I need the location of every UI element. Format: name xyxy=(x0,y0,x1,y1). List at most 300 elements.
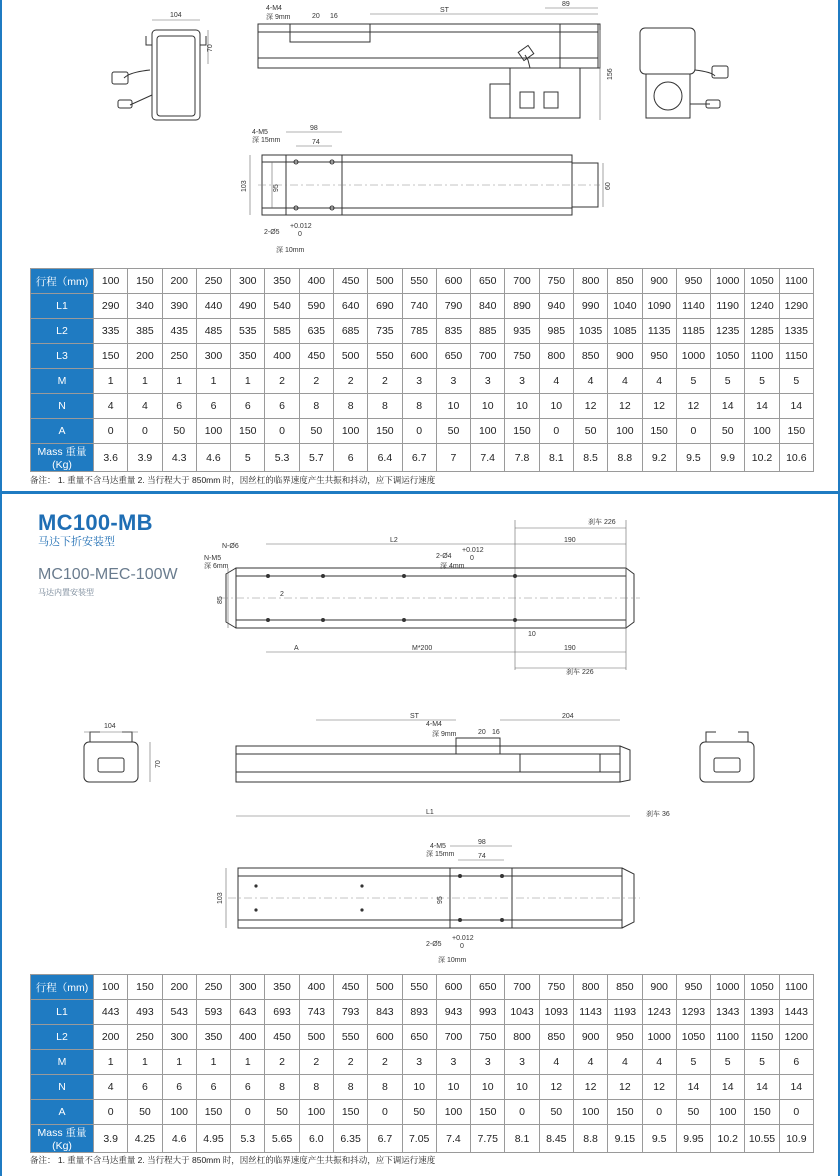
table-cell: 6 xyxy=(162,394,196,419)
table-cell: 1140 xyxy=(676,294,710,319)
table-cell: 150 xyxy=(368,419,402,444)
table-cell: 14 xyxy=(745,1075,779,1100)
table-cell: 10.9 xyxy=(779,1125,813,1153)
dim-top2-tol-zero: 0 xyxy=(460,943,464,950)
table-cell: 1 xyxy=(94,369,128,394)
table-cell: 735 xyxy=(368,319,402,344)
table-cell: 1 xyxy=(94,1050,128,1075)
table-cell: 950 xyxy=(676,975,710,1000)
table-cell: 3.6 xyxy=(94,444,128,472)
table-cell: 790 xyxy=(436,294,470,319)
table-cell: 1 xyxy=(196,369,230,394)
table-cell: 1135 xyxy=(642,319,676,344)
table-cell: 6 xyxy=(196,394,230,419)
table-cell: 4 xyxy=(642,1050,676,1075)
spec-table-1 xyxy=(30,268,814,472)
table-cell: 10 xyxy=(471,1075,505,1100)
spec-table-2 xyxy=(30,974,814,1153)
table-cell: 700 xyxy=(505,269,539,294)
table-cell: 10 xyxy=(505,1075,539,1100)
table-cell: 340 xyxy=(128,294,162,319)
table-cell: 5 xyxy=(711,1050,745,1075)
table-cell: 785 xyxy=(402,319,436,344)
table-cell: 10 xyxy=(539,394,573,419)
row-header: L2 xyxy=(31,1025,94,1050)
dim-top2-depth10: 深 10mm xyxy=(438,957,467,964)
table-cell: 450 xyxy=(265,1025,299,1050)
table-cell: 350 xyxy=(231,344,265,369)
dim-side-20: 20 xyxy=(478,729,486,736)
dim-plan-tol-zero: 0 xyxy=(470,555,474,562)
table-cell: 3 xyxy=(505,369,539,394)
table-cell: 10.55 xyxy=(745,1125,779,1153)
table-cell: 750 xyxy=(539,269,573,294)
table-cell: 450 xyxy=(333,269,367,294)
table-cell: 550 xyxy=(368,344,402,369)
table-cell: 9.9 xyxy=(711,444,745,472)
dim-side-16: 16 xyxy=(492,729,500,736)
dim-top-tol-zero: 0 xyxy=(298,231,302,238)
table-cell: 5 xyxy=(779,369,813,394)
table-cell: 850 xyxy=(608,975,642,1000)
table-cell: 885 xyxy=(471,319,505,344)
table-cell: 9.2 xyxy=(642,444,676,472)
table-cell: 935 xyxy=(505,319,539,344)
table-cell: 6 xyxy=(128,1075,162,1100)
table-cell: 950 xyxy=(608,1025,642,1050)
table-cell: 750 xyxy=(471,1025,505,1050)
dim-plan-190-top: 190 xyxy=(564,537,576,544)
table-cell: 7.4 xyxy=(436,1125,470,1153)
table-cell: 300 xyxy=(231,269,265,294)
table-cell: 50 xyxy=(162,419,196,444)
table-cell: 535 xyxy=(231,319,265,344)
table-cell: 5 xyxy=(745,1050,779,1075)
table-cell: 643 xyxy=(231,1000,265,1025)
dim-top-st: ST xyxy=(440,7,449,14)
table-cell: 1 xyxy=(231,369,265,394)
table-cell: 1185 xyxy=(676,319,710,344)
table-cell: 10.2 xyxy=(711,1125,745,1153)
table-cell: 50 xyxy=(299,419,333,444)
dim-plan-n6: N-Ø6 xyxy=(222,543,239,550)
table-cell: 150 xyxy=(608,1100,642,1125)
row-header: A xyxy=(31,1100,94,1125)
table-cell: 690 xyxy=(368,294,402,319)
table-cell: 1240 xyxy=(745,294,779,319)
table-cell: 600 xyxy=(436,975,470,1000)
table-cell: 900 xyxy=(608,344,642,369)
dim-plan-pin4: 2-Ø4 xyxy=(436,553,452,560)
dim-plan-l2: L2 xyxy=(390,537,398,544)
dim-top-70: 70 xyxy=(207,44,214,52)
dim-plan-10: 10 xyxy=(528,631,536,638)
table-cell: 1000 xyxy=(711,975,745,1000)
table-cell: 1050 xyxy=(711,344,745,369)
table-cell: 335 xyxy=(94,319,128,344)
dim-plan-brake-top: 刹车 226 xyxy=(588,519,616,526)
dim-top2-pin: 2-Ø5 xyxy=(426,941,442,948)
row-header: L1 xyxy=(31,1000,94,1025)
table-cell: 443 xyxy=(94,1000,128,1025)
dim-top-89: 89 xyxy=(562,1,570,8)
dim-top-60: 60 xyxy=(605,182,612,190)
table-cell: 1 xyxy=(196,1050,230,1075)
alt-model-title: MC100-MEC-100W xyxy=(38,566,178,583)
table-cell: 400 xyxy=(265,344,299,369)
table-cell: 250 xyxy=(196,269,230,294)
table-cell: 5.3 xyxy=(231,1125,265,1153)
dim-top2-98: 98 xyxy=(478,839,486,846)
table-row xyxy=(31,1075,814,1100)
table-cell: 300 xyxy=(162,1025,196,1050)
table-cell: 150 xyxy=(333,1100,367,1125)
table-cell: 0 xyxy=(505,1100,539,1125)
table-cell: 840 xyxy=(471,294,505,319)
table-cell: 4 xyxy=(573,1050,607,1075)
table-cell: 1000 xyxy=(676,344,710,369)
table-cell: 990 xyxy=(573,294,607,319)
table-cell: 1 xyxy=(128,1050,162,1075)
table-cell: 4.3 xyxy=(162,444,196,472)
table-cell: 1290 xyxy=(779,294,813,319)
table-cell: 6.4 xyxy=(368,444,402,472)
table-cell: 50 xyxy=(573,419,607,444)
table-cell: 4.6 xyxy=(196,444,230,472)
table-cell: 10 xyxy=(402,1075,436,1100)
table-cell: 943 xyxy=(436,1000,470,1025)
table-cell: 3 xyxy=(471,1050,505,1075)
table-cell: 7.05 xyxy=(402,1125,436,1153)
table-cell: 6 xyxy=(231,1075,265,1100)
table-cell: 1150 xyxy=(779,344,813,369)
table-cell: 500 xyxy=(368,269,402,294)
dim-plan-2: 2 xyxy=(280,591,284,598)
table-cell: 1193 xyxy=(608,1000,642,1025)
table-cell: 490 xyxy=(231,294,265,319)
table-cell: 10.6 xyxy=(779,444,813,472)
table-cell: 0 xyxy=(94,419,128,444)
table-cell: 12 xyxy=(573,1075,607,1100)
table-cell: 3 xyxy=(505,1050,539,1075)
dim-plan-m200: M*200 xyxy=(412,645,433,652)
table-cell: 843 xyxy=(368,1000,402,1025)
dim-top-m4: 4-M4 xyxy=(266,5,282,12)
table-cell: 7.75 xyxy=(471,1125,505,1153)
table-row xyxy=(31,269,814,294)
table-cell: 440 xyxy=(196,294,230,319)
model-title: MC100-MB xyxy=(38,510,153,535)
table-cell: 900 xyxy=(642,269,676,294)
table-cell: 1443 xyxy=(779,1000,813,1025)
table-cell: 0 xyxy=(676,419,710,444)
dim-top2-74: 74 xyxy=(478,853,486,860)
table-cell: 650 xyxy=(471,269,505,294)
table-cell: 2 xyxy=(299,1050,333,1075)
table-cell: 100 xyxy=(94,975,128,1000)
table-cell: 700 xyxy=(436,1025,470,1050)
table-cell: 100 xyxy=(333,419,367,444)
table-cell: 100 xyxy=(745,419,779,444)
table-cell: 12 xyxy=(608,394,642,419)
dim-side-l1: L1 xyxy=(426,809,434,816)
row-header: M xyxy=(31,1050,94,1075)
table-cell: 693 xyxy=(265,1000,299,1025)
table-cell: 1200 xyxy=(779,1025,813,1050)
dim-top-74: 74 xyxy=(312,139,320,146)
table-cell: 12 xyxy=(676,394,710,419)
dim-top-16: 16 xyxy=(330,13,338,20)
table-cell: 7 xyxy=(436,444,470,472)
dim-plan-a: A xyxy=(294,645,299,652)
table-cell: 200 xyxy=(162,975,196,1000)
table-cell: 9.15 xyxy=(608,1125,642,1153)
table-cell: 100 xyxy=(299,1100,333,1125)
table-cell: 100 xyxy=(94,269,128,294)
table-cell: 0 xyxy=(402,419,436,444)
table-cell: 1243 xyxy=(642,1000,676,1025)
table-cell: 835 xyxy=(436,319,470,344)
table-cell: 0 xyxy=(779,1100,813,1125)
table-cell: 6 xyxy=(162,1075,196,1100)
table-cell: 4 xyxy=(573,369,607,394)
table-cell: 10 xyxy=(471,394,505,419)
table-cell: 4 xyxy=(539,1050,573,1075)
table-cell: 50 xyxy=(128,1100,162,1125)
table-cell: 14 xyxy=(711,394,745,419)
table-cell: 743 xyxy=(299,1000,333,1025)
table-cell: 150 xyxy=(471,1100,505,1125)
table-cell: 12 xyxy=(573,394,607,419)
table-cell: 2 xyxy=(265,369,299,394)
table-cell: 2 xyxy=(333,1050,367,1075)
table-cell: 100 xyxy=(162,1100,196,1125)
table-row xyxy=(31,319,814,344)
table-cell: 750 xyxy=(539,975,573,1000)
table-cell: 250 xyxy=(196,975,230,1000)
table-cell: 8 xyxy=(368,1075,402,1100)
table-cell: 950 xyxy=(676,269,710,294)
table-cell: 450 xyxy=(299,344,333,369)
table-cell: 50 xyxy=(436,419,470,444)
table-cell: 8.8 xyxy=(608,444,642,472)
table-cell: 4 xyxy=(94,1075,128,1100)
table-cell: 200 xyxy=(128,344,162,369)
table-cell: 5.7 xyxy=(299,444,333,472)
table-row xyxy=(31,444,814,472)
table-cell: 4.95 xyxy=(196,1125,230,1153)
dim-top-98: 98 xyxy=(310,125,318,132)
dim-plan-85: 85 xyxy=(217,596,224,604)
dim-top2-depth15: 深 15mm xyxy=(426,851,455,858)
table-cell: 2 xyxy=(299,369,333,394)
dim-plan-190-bot: 190 xyxy=(564,645,576,652)
table-cell: 3 xyxy=(436,369,470,394)
table-cell: 1 xyxy=(162,369,196,394)
table-cell: 3 xyxy=(436,1050,470,1075)
table-cell: 893 xyxy=(402,1000,436,1025)
table-cell: 1050 xyxy=(745,975,779,1000)
table-cell: 9.5 xyxy=(676,444,710,472)
table-cell: 5 xyxy=(231,444,265,472)
row-header: Mass 重量 (Kg) xyxy=(31,1125,94,1153)
table-cell: 8 xyxy=(402,394,436,419)
table-cell: 550 xyxy=(402,975,436,1000)
row-header: N xyxy=(31,1075,94,1100)
table-cell: 0 xyxy=(539,419,573,444)
table-cell: 150 xyxy=(505,419,539,444)
table-cell: 800 xyxy=(539,344,573,369)
model-subtitle: 马达下折安装型 xyxy=(38,536,115,548)
dim-plan-brake-bot: 刹车 226 xyxy=(566,669,594,676)
table-cell: 9.5 xyxy=(642,1125,676,1153)
table-cell: 585 xyxy=(265,319,299,344)
table-cell: 5.65 xyxy=(265,1125,299,1153)
table-cell: 8 xyxy=(333,394,367,419)
table-cell: 8 xyxy=(299,394,333,419)
table-cell: 2 xyxy=(368,1050,402,1075)
table-cell: 700 xyxy=(505,975,539,1000)
table-cell: 150 xyxy=(642,419,676,444)
table-cell: 300 xyxy=(231,975,265,1000)
table-cell: 350 xyxy=(196,1025,230,1050)
table-cell: 1393 xyxy=(745,1000,779,1025)
table-cell: 1100 xyxy=(745,344,779,369)
table-cell: 50 xyxy=(539,1100,573,1125)
table-cell: 485 xyxy=(196,319,230,344)
table-cell: 450 xyxy=(333,975,367,1000)
table-cell: 1343 xyxy=(711,1000,745,1025)
table-cell: 300 xyxy=(196,344,230,369)
table-cell: 493 xyxy=(128,1000,162,1025)
table-cell: 750 xyxy=(505,344,539,369)
dim-top-20: 20 xyxy=(312,13,320,20)
table-cell: 1 xyxy=(231,1050,265,1075)
dim-top-tol-plus: +0.012 xyxy=(290,223,312,230)
table-cell: 1035 xyxy=(573,319,607,344)
table-cell: 150 xyxy=(128,269,162,294)
table-cell: 1100 xyxy=(779,975,813,1000)
table-cell: 5 xyxy=(676,369,710,394)
table-cell: 2 xyxy=(333,369,367,394)
table-cell: 150 xyxy=(196,1100,230,1125)
table-row xyxy=(31,294,814,319)
dim-side-st: ST xyxy=(410,713,419,720)
table-cell: 590 xyxy=(299,294,333,319)
dim-top-depth9: 深 9mm xyxy=(266,14,291,21)
table-cell: 200 xyxy=(94,1025,128,1050)
table-cell: 890 xyxy=(505,294,539,319)
table-cell: 3 xyxy=(402,369,436,394)
dim-side-brake36: 刹车 36 xyxy=(646,811,670,818)
table-cell: 3 xyxy=(402,1050,436,1075)
table-cell: 6 xyxy=(265,394,299,419)
table-cell: 793 xyxy=(333,1000,367,1025)
table-cell: 650 xyxy=(436,344,470,369)
table-row xyxy=(31,344,814,369)
table-row xyxy=(31,1025,814,1050)
table-cell: 350 xyxy=(265,269,299,294)
table-cell: 850 xyxy=(539,1025,573,1050)
table-cell: 0 xyxy=(265,419,299,444)
row-header: L2 xyxy=(31,319,94,344)
table-cell: 100 xyxy=(471,419,505,444)
table-row xyxy=(31,1100,814,1125)
table-cell: 3.9 xyxy=(94,1125,128,1153)
table-cell: 6 xyxy=(779,1050,813,1075)
table-cell: 0 xyxy=(128,419,162,444)
table-cell: 1093 xyxy=(539,1000,573,1025)
table-cell: 1050 xyxy=(676,1025,710,1050)
table-cell: 4.6 xyxy=(162,1125,196,1153)
table-cell: 14 xyxy=(676,1075,710,1100)
table-cell: 6.0 xyxy=(299,1125,333,1153)
table-cell: 4 xyxy=(128,394,162,419)
table-cell: 8.5 xyxy=(573,444,607,472)
table-cell: 6.35 xyxy=(333,1125,367,1153)
table-row xyxy=(31,1050,814,1075)
table-cell: 390 xyxy=(162,294,196,319)
table-cell: 1235 xyxy=(711,319,745,344)
table-cell: 4 xyxy=(94,394,128,419)
table-cell: 14 xyxy=(745,394,779,419)
table-cell: 1040 xyxy=(608,294,642,319)
table-cell: 1000 xyxy=(642,1025,676,1050)
dim-side-m4: 4-M4 xyxy=(426,721,442,728)
dim-top2-tol-plus: +0.012 xyxy=(452,935,474,942)
table-cell: 1085 xyxy=(608,319,642,344)
table-cell: 4.25 xyxy=(128,1125,162,1153)
table-cell: 400 xyxy=(299,975,333,1000)
table-cell: 50 xyxy=(265,1100,299,1125)
table-cell: 435 xyxy=(162,319,196,344)
section-divider xyxy=(0,491,840,494)
table-cell: 100 xyxy=(711,1100,745,1125)
table-row xyxy=(31,1125,814,1153)
table-cell: 8.8 xyxy=(573,1125,607,1153)
table-row xyxy=(31,394,814,419)
dim-plan-tol-plus: +0.012 xyxy=(462,547,484,554)
table-cell: 0 xyxy=(94,1100,128,1125)
table-cell: 5.3 xyxy=(265,444,299,472)
table-cell: 5 xyxy=(711,369,745,394)
table-cell: 985 xyxy=(539,319,573,344)
table-cell: 5 xyxy=(676,1050,710,1075)
table-cell: 4 xyxy=(642,369,676,394)
table-cell: 600 xyxy=(436,269,470,294)
table-cell: 600 xyxy=(368,1025,402,1050)
row-header: 行程（mm) xyxy=(31,975,94,1000)
table-cell: 1 xyxy=(128,369,162,394)
table-cell: 400 xyxy=(299,269,333,294)
dim-top-pin: 2-Ø5 xyxy=(264,229,280,236)
table-cell: 12 xyxy=(642,394,676,419)
table-row xyxy=(31,1000,814,1025)
table-cell: 1043 xyxy=(505,1000,539,1025)
table-cell: 1000 xyxy=(711,269,745,294)
table-cell: 1335 xyxy=(779,319,813,344)
dim-top-95: 95 xyxy=(273,184,280,192)
dim-side-104: 104 xyxy=(104,723,116,730)
table-cell: 100 xyxy=(436,1100,470,1125)
table-cell: 900 xyxy=(573,1025,607,1050)
table-cell: 14 xyxy=(711,1075,745,1100)
table-cell: 12 xyxy=(539,1075,573,1100)
table-cell: 2 xyxy=(368,369,402,394)
row-header: 行程（mm) xyxy=(31,269,94,294)
table-cell: 650 xyxy=(471,975,505,1000)
dim-top-depth10: 深 10mm xyxy=(276,247,305,254)
